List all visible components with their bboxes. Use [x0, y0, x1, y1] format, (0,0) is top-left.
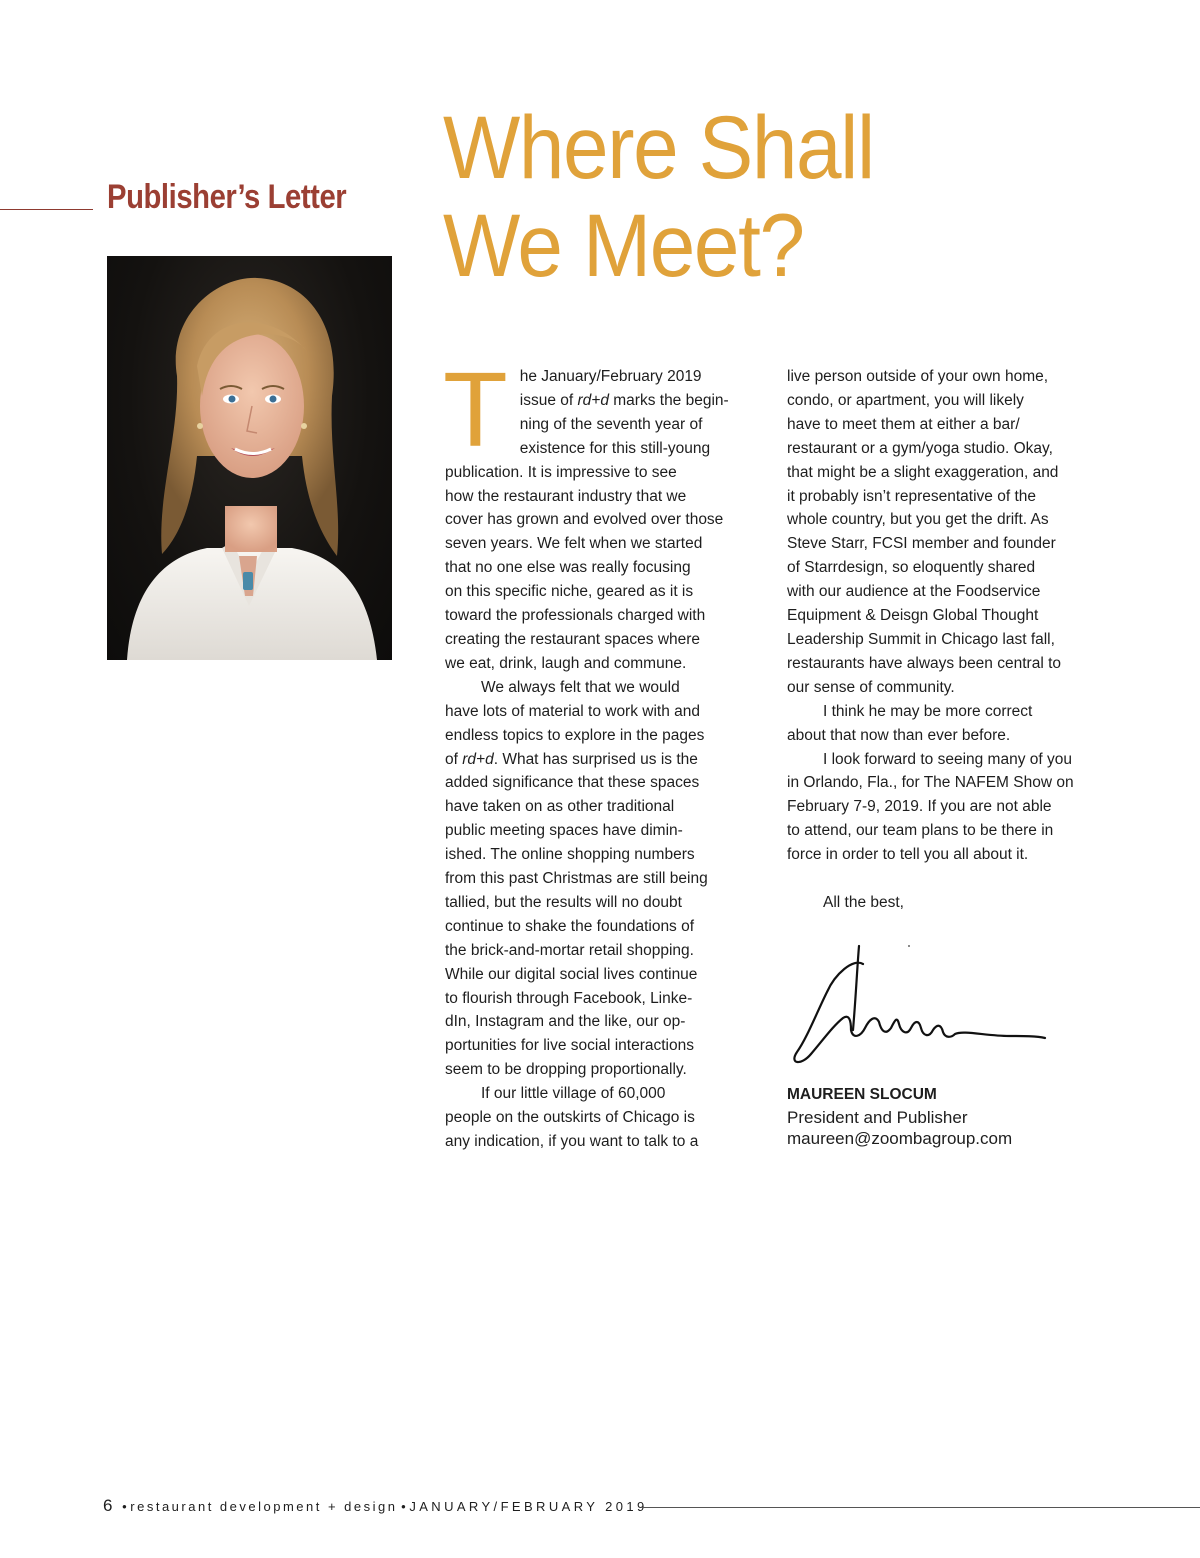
text-line: have to meet them at either a bar/: [787, 415, 1020, 433]
text-line: Steve Starr, FCSI member and founder: [787, 535, 1056, 553]
text-line: force in order to tell you all about it.: [787, 846, 1029, 864]
text-line: it probably isn’t representative of the: [787, 487, 1036, 505]
text-line: seven years. We felt when we started: [445, 535, 703, 553]
text-line: how the restaurant industry that we: [445, 487, 687, 505]
text-line: creating the restaurant spaces where: [445, 630, 701, 648]
text-line: that no one else was really focusing: [445, 559, 691, 577]
text-line: he January/February 2019: [519, 368, 702, 385]
text-line: of rd+d. What has surprised us is the: [445, 750, 698, 768]
text-line: condo, or apartment, you will likely: [787, 391, 1024, 409]
paragraph-3: [445, 1082, 755, 1154]
article-column-1: [443, 351, 755, 1154]
text-line: the brick-and-mortar retail shopping.: [445, 941, 694, 959]
paragraph-4: [787, 700, 1093, 748]
text-line: to attend, our team plans to be there in: [787, 822, 1054, 840]
magazine-title: rd+d: [577, 391, 609, 409]
text-line: toward the professionals charged with: [445, 607, 706, 625]
text-line: restaurant or a gym/yoga studio. Okay,: [787, 439, 1053, 457]
text-line: our sense of community.: [787, 678, 955, 696]
text-line: live person outside of your own home,: [787, 368, 1049, 385]
text-line: ning of the seventh year of: [519, 415, 703, 433]
text-line: publication. It is impressive to see: [445, 463, 677, 481]
text-line: tallied, but the results will no doubt: [445, 893, 682, 911]
publisher-portrait: [107, 256, 392, 660]
paragraph-3-continued: [787, 365, 1093, 700]
headline-line-2: We Meet?: [443, 195, 804, 295]
text-line: with our audience at the Foodservice: [787, 583, 1041, 601]
article-headline: [443, 98, 874, 294]
text-line: of Starrdesign, so eloquently shared: [787, 559, 1036, 577]
text-line: cover has grown and evolved over those: [445, 511, 724, 529]
page-number: 6: [103, 1496, 113, 1515]
footer-rule: [641, 1507, 1200, 1508]
text-line: existence for this still-young: [519, 439, 711, 457]
text-line: Leadership Summit in Chicago last fall,: [787, 630, 1055, 648]
text-line: any indication, if you want to talk to a: [445, 1133, 699, 1150]
text-line: I think he may be more correct: [823, 702, 1033, 720]
publisher-name: MAUREEN SLOCUM: [787, 1086, 937, 1103]
section-label: Publisher’s Letter: [107, 178, 347, 216]
text-line: have lots of material to work with and: [445, 702, 701, 720]
footer-publication: restaurant development + design: [130, 1499, 398, 1514]
text-line: We always felt that we would: [481, 678, 680, 696]
text-line: that might be a slight exaggeration, and: [787, 463, 1059, 481]
text-line: While our digital social lives continue: [445, 965, 698, 983]
text-line: If our little village of 60,000: [481, 1085, 666, 1103]
paragraph-1: [443, 351, 755, 676]
signoff: All the best,: [823, 893, 904, 911]
text-line: Equipment & Deisgn Global Thought: [787, 607, 1039, 625]
headline-line-1: Where Shall: [443, 97, 874, 197]
text-line: have taken on as other traditional: [445, 798, 675, 816]
magazine-title: rd+d: [462, 750, 494, 768]
text-line: portunities for live social interactions: [445, 1037, 694, 1055]
paragraph-5: [787, 748, 1093, 868]
footer-issue: JANUARY/FEBRUARY 2019: [409, 1499, 648, 1514]
paragraph-2: [445, 676, 755, 1082]
text-line: dIn, Instagram and the like, our op-: [445, 1013, 686, 1031]
text-line: people on the outskirts of Chicago is: [445, 1109, 695, 1127]
text-line: about that now than ever before.: [787, 726, 1011, 744]
text-line: seem to be dropping proportionally.: [445, 1061, 687, 1079]
text-line: I look forward to seeing many of you: [823, 750, 1072, 768]
text-line: on this specific niche, geared as it is: [445, 583, 694, 601]
footer-bullet: •: [401, 1499, 406, 1514]
article-column-2: [787, 365, 1093, 915]
drop-cap: T: [443, 351, 508, 469]
text-line: issue of rd+d marks the begin-: [519, 391, 729, 409]
text-line: ished. The online shopping numbers: [445, 846, 695, 864]
text-line: whole country, but you get the drift. As: [787, 511, 1049, 529]
section-rule: [0, 209, 93, 210]
text-line: in Orlando, Fla., for The NAFEM Show on: [787, 774, 1074, 792]
text-line: to flourish through Facebook, Linke-: [445, 989, 693, 1007]
footer-bullet: •: [122, 1499, 127, 1514]
publisher-title: President and Publisher: [787, 1108, 968, 1127]
text-line: February 7-9, 2019. If you are not able: [787, 798, 1052, 816]
text-line: public meeting spaces have dimin-: [445, 822, 683, 840]
signature: [787, 940, 1049, 1072]
text-line: from this past Christmas are still being: [445, 870, 708, 888]
text-line: we eat, drink, laugh and commune.: [445, 654, 687, 672]
publisher-email: maureen@zoombagroup.com: [787, 1129, 1013, 1148]
text-line: added significance that these spaces: [445, 774, 700, 792]
text-line: endless topics to explore in the pages: [445, 726, 705, 744]
text-line: restaurants have always been central to: [787, 654, 1061, 672]
page-footer: [103, 1496, 648, 1516]
text-line: continue to shake the foundations of: [445, 917, 695, 935]
